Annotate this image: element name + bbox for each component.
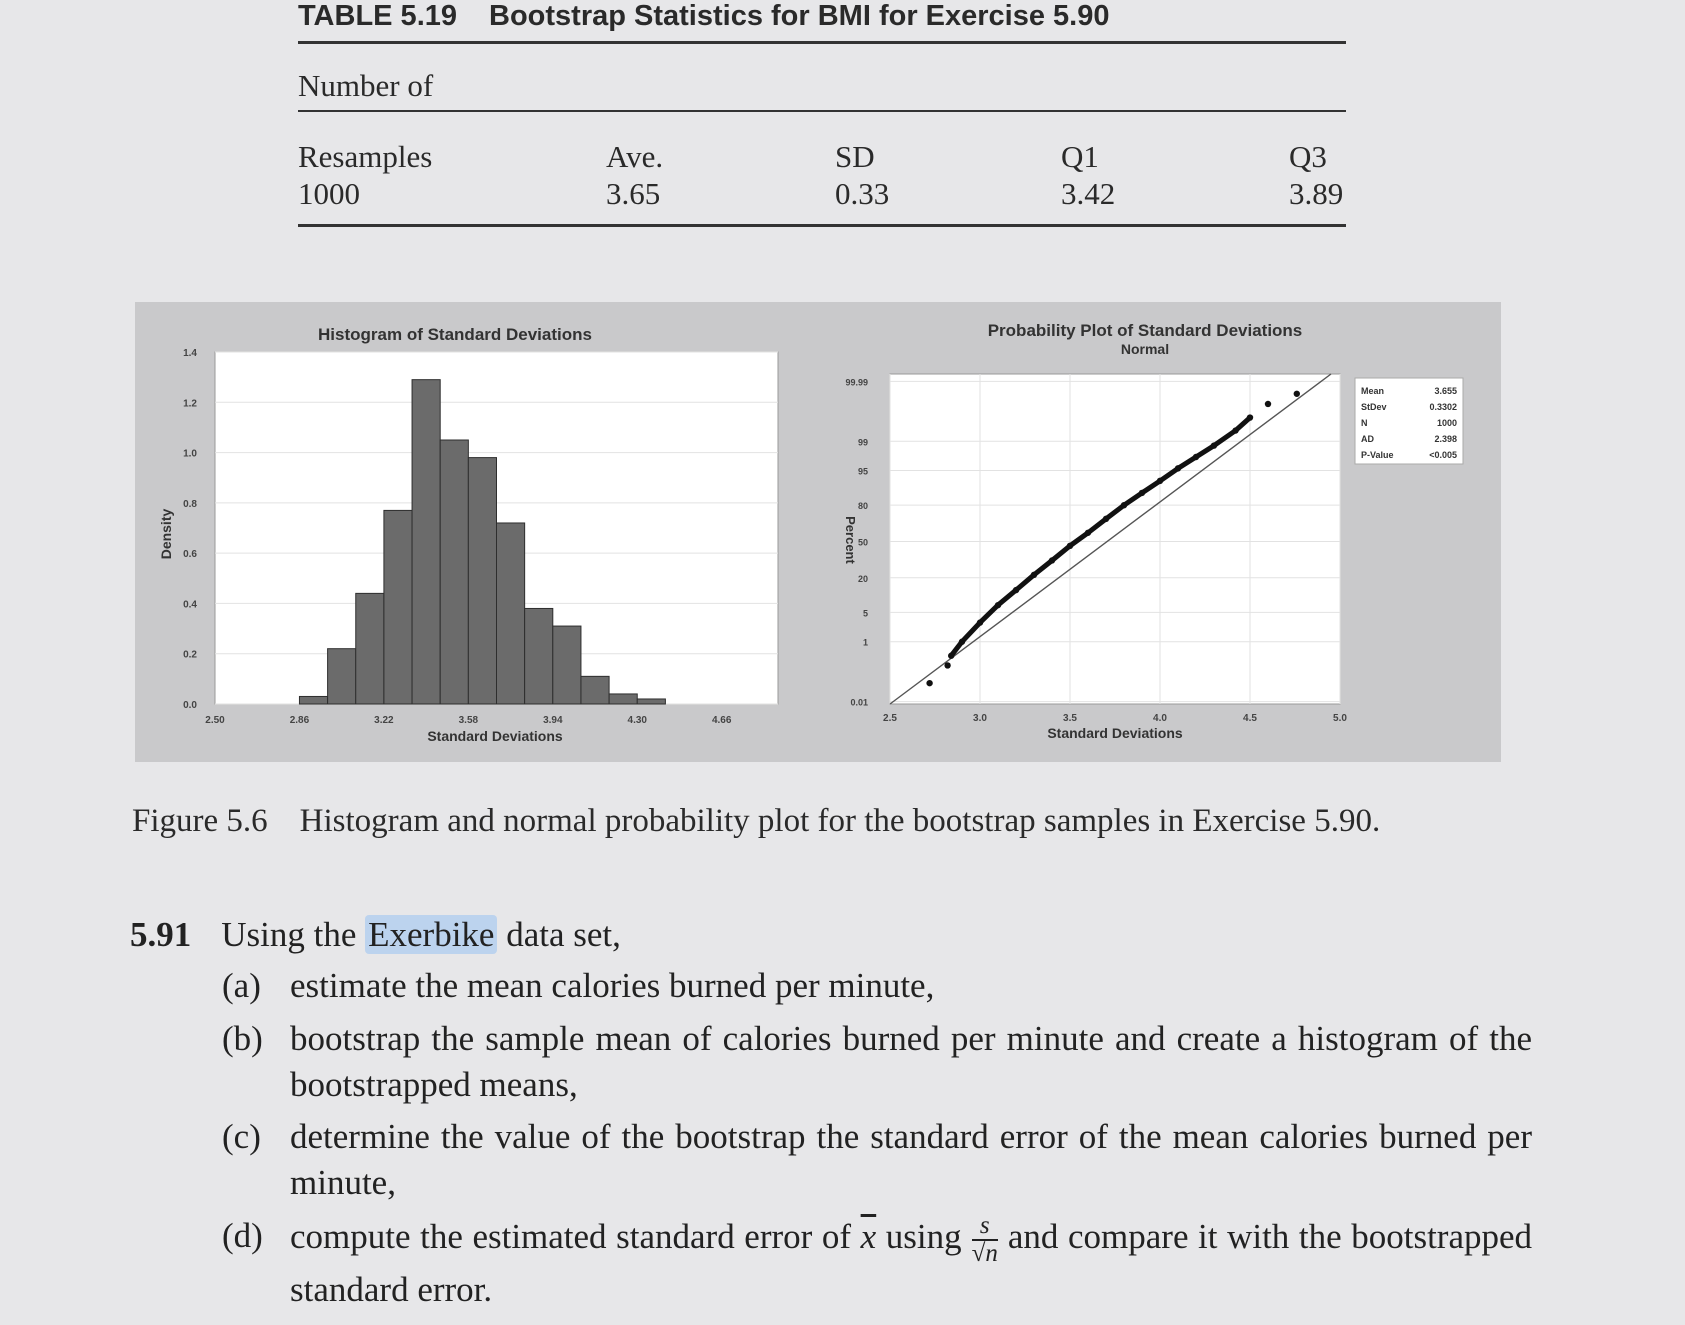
probability-x-tick-label: 2.5 <box>883 713 897 724</box>
legend-label: AD <box>1361 434 1374 444</box>
probability-point <box>1232 427 1238 433</box>
legend-label: Mean <box>1361 386 1385 396</box>
probability-point <box>1049 557 1055 563</box>
probability-point <box>1103 516 1109 522</box>
histogram-y-tick-label: 1.4 <box>183 348 197 359</box>
table-cell: 3.42 <box>1061 176 1116 211</box>
table-cell: 1000 <box>298 176 360 211</box>
histogram-x-tick-label: 4.66 <box>711 715 732 726</box>
probability-point <box>1265 401 1271 407</box>
probability-y-tick-label: 99.99 <box>845 377 868 388</box>
probability-point <box>1247 414 1253 420</box>
part-label: (b) <box>222 1019 263 1058</box>
part-label: (d) <box>222 1216 263 1255</box>
histogram-bar <box>581 676 609 704</box>
probability-x-tick-label: 4.0 <box>1153 713 1167 724</box>
probability-plot-area <box>890 374 1340 704</box>
part-text <box>290 1213 1532 1313</box>
probability-x-tick-label: 4.5 <box>1243 713 1257 724</box>
table-col-header: Ave. <box>606 139 664 174</box>
table-title <box>298 0 1110 33</box>
histogram-bar <box>525 608 553 704</box>
table-top-rule <box>298 41 1346 44</box>
legend-label: StDev <box>1361 402 1387 412</box>
probability-x-tick-label: 3.0 <box>973 713 987 724</box>
legend-label: P-Value <box>1361 450 1394 460</box>
probability-x-label: Standard Deviations <box>1047 725 1183 741</box>
table-cell: 3.89 <box>1289 176 1344 211</box>
legend-label: N <box>1361 418 1368 428</box>
table-cell: 0.33 <box>835 176 890 211</box>
s-over-root-n-fraction <box>972 1213 998 1267</box>
probability-y-tick-label: 20 <box>857 573 868 584</box>
figure-label: Figure 5.6 <box>132 803 268 839</box>
table-header-rule <box>298 110 1346 112</box>
exercise-part-b <box>222 1016 1532 1108</box>
histogram-y-tick-label: 0.4 <box>183 599 197 611</box>
exercise-part-d <box>222 1213 1532 1313</box>
histogram-bar <box>468 458 496 704</box>
table-col-header: Q1 <box>1061 139 1099 174</box>
histogram-bar <box>384 510 412 704</box>
histogram-y-tick-label: 0.0 <box>183 700 197 711</box>
table-label: TABLE 5.19 <box>298 0 458 32</box>
exercise-part-a <box>222 963 1532 1009</box>
histogram-y-tick-label: 1.0 <box>183 448 197 460</box>
probability-y-tick-label: 95 <box>857 466 868 477</box>
probability-point <box>1085 530 1091 536</box>
histogram-x-label: Standard Deviations <box>427 728 563 744</box>
probability-point <box>948 653 954 659</box>
histogram-bar <box>609 694 637 704</box>
table-caption: Bootstrap Statistics for BMI for Exercise 5.90 <box>489 0 1110 32</box>
legend-value: 1000 <box>1436 418 1457 428</box>
probability-point <box>959 639 965 645</box>
figure-panel <box>135 302 1501 762</box>
exercise-intro <box>221 915 621 954</box>
table-col-q3 <box>1289 138 1343 212</box>
probability-point <box>1067 543 1073 549</box>
histogram-x-tick-label: 2.50 <box>205 715 225 726</box>
probability-y-label: Percent <box>843 516 858 564</box>
legend-value: <0.005 <box>1429 450 1457 460</box>
histogram-y-tick-label: 0.6 <box>183 549 197 561</box>
exercise-part-c <box>222 1114 1532 1206</box>
histogram-bar <box>356 593 384 704</box>
histogram-x-tick-label: 3.94 <box>543 715 563 726</box>
part-d-text-2: and compare it with the bootstrapped standard error. <box>290 1217 1533 1309</box>
probability-x-tick-label: 3.5 <box>1063 713 1077 724</box>
histogram-y-ticks <box>183 348 197 711</box>
probability-y-tick-label: 0.01 <box>850 697 868 708</box>
probability-point <box>977 619 983 625</box>
table-col-resamples <box>298 138 432 212</box>
figure-svg <box>135 302 1501 762</box>
probability-plot-subtitle: Normal <box>1120 341 1170 357</box>
histogram-bar <box>637 699 665 704</box>
histogram-x-tick-label: 3.58 <box>458 715 479 726</box>
probability-point <box>1031 572 1037 578</box>
histogram-bar <box>440 440 468 704</box>
part-text: determine the value of the bootstrap the standard error of the mean calories burned per minute, <box>290 1117 1532 1202</box>
probability-point <box>1121 502 1127 508</box>
exercise-intro-after: data set, <box>506 915 621 954</box>
table-col-sd <box>835 138 889 212</box>
exercise-intro-before: Using the <box>221 915 357 954</box>
histogram-y-label: Density <box>158 508 174 560</box>
histogram-bar <box>412 380 440 704</box>
probability-y-tick-label: 5 <box>862 608 868 619</box>
probability-x-tick-label: 5.0 <box>1333 713 1347 724</box>
x-bar-symbol: $\overline{x}$ <box>860 1217 877 1257</box>
legend-value: 2.398 <box>1434 434 1457 444</box>
histogram-y-tick-label: 0.8 <box>183 498 197 510</box>
fraction-denominator: √n <box>971 1240 998 1267</box>
histogram-x-ticks <box>205 715 732 726</box>
histogram-title: Histogram of Standard Deviations <box>318 325 592 344</box>
histogram-bar <box>328 649 356 704</box>
histogram-x-tick-label: 4.30 <box>627 715 647 726</box>
probability-point <box>1294 391 1300 397</box>
part-d-text-1: compute the estimated standard error of <box>290 1217 852 1257</box>
histogram-y-tick-label: 0.2 <box>183 649 197 661</box>
figure-caption <box>132 803 1380 840</box>
table-col-header: Q3 <box>1289 139 1327 174</box>
table-col-ave <box>606 138 663 212</box>
table-col-q1 <box>1061 138 1115 212</box>
probability-plot-title: Probability Plot of Standard Deviations <box>987 321 1303 340</box>
probability-point <box>1193 454 1199 460</box>
probability-point <box>1211 442 1217 448</box>
probability-x-ticks <box>883 713 1347 724</box>
fraction-numerator: s <box>972 1213 998 1241</box>
probability-point <box>1157 478 1163 484</box>
table-cell: 3.65 <box>606 176 661 211</box>
table-header-number-of: Number of <box>298 68 434 103</box>
probability-point <box>1013 587 1019 593</box>
histogram-bar <box>299 696 327 704</box>
probability-y-tick-label: 1 <box>862 637 868 648</box>
histogram-bar <box>553 626 581 704</box>
part-text: bootstrap the sample mean of calories burned per minute and create a histogram of the bootstrapped means, <box>290 1019 1532 1104</box>
part-text: estimate the mean calories burned per minute, <box>290 966 935 1005</box>
dataset-name-highlight: Exerbike <box>365 915 497 954</box>
table-col-header: SD <box>835 139 875 174</box>
probability-point <box>944 662 950 668</box>
probability-y-tick-label: 50 <box>857 537 868 548</box>
part-d-using: using <box>885 1217 962 1257</box>
exercise-heading <box>130 915 621 955</box>
histogram-x-tick-label: 3.22 <box>374 715 394 726</box>
probability-y-tick-label: 99 <box>857 437 868 448</box>
histogram-y-tick-label: 1.2 <box>183 398 197 410</box>
table-col-header: Resamples <box>298 139 433 174</box>
part-label: (a) <box>222 966 261 1005</box>
legend-value: 0.3302 <box>1429 402 1457 412</box>
probability-point <box>926 680 932 686</box>
probability-y-tick-label: 80 <box>857 501 868 512</box>
part-label: (c) <box>222 1117 261 1156</box>
probability-point <box>995 602 1001 608</box>
histogram-x-tick-label: 2.86 <box>289 715 310 726</box>
table-bottom-rule <box>298 224 1346 227</box>
histogram-bar <box>497 523 525 704</box>
legend-value: 3.655 <box>1434 386 1457 396</box>
exercise-number: 5.91 <box>130 915 192 954</box>
probability-point <box>1175 465 1181 471</box>
probability-point <box>1139 490 1145 496</box>
figure-caption-text: Histogram and normal probability plot for the bootstrap samples in Exercise 5.90. <box>299 803 1381 839</box>
